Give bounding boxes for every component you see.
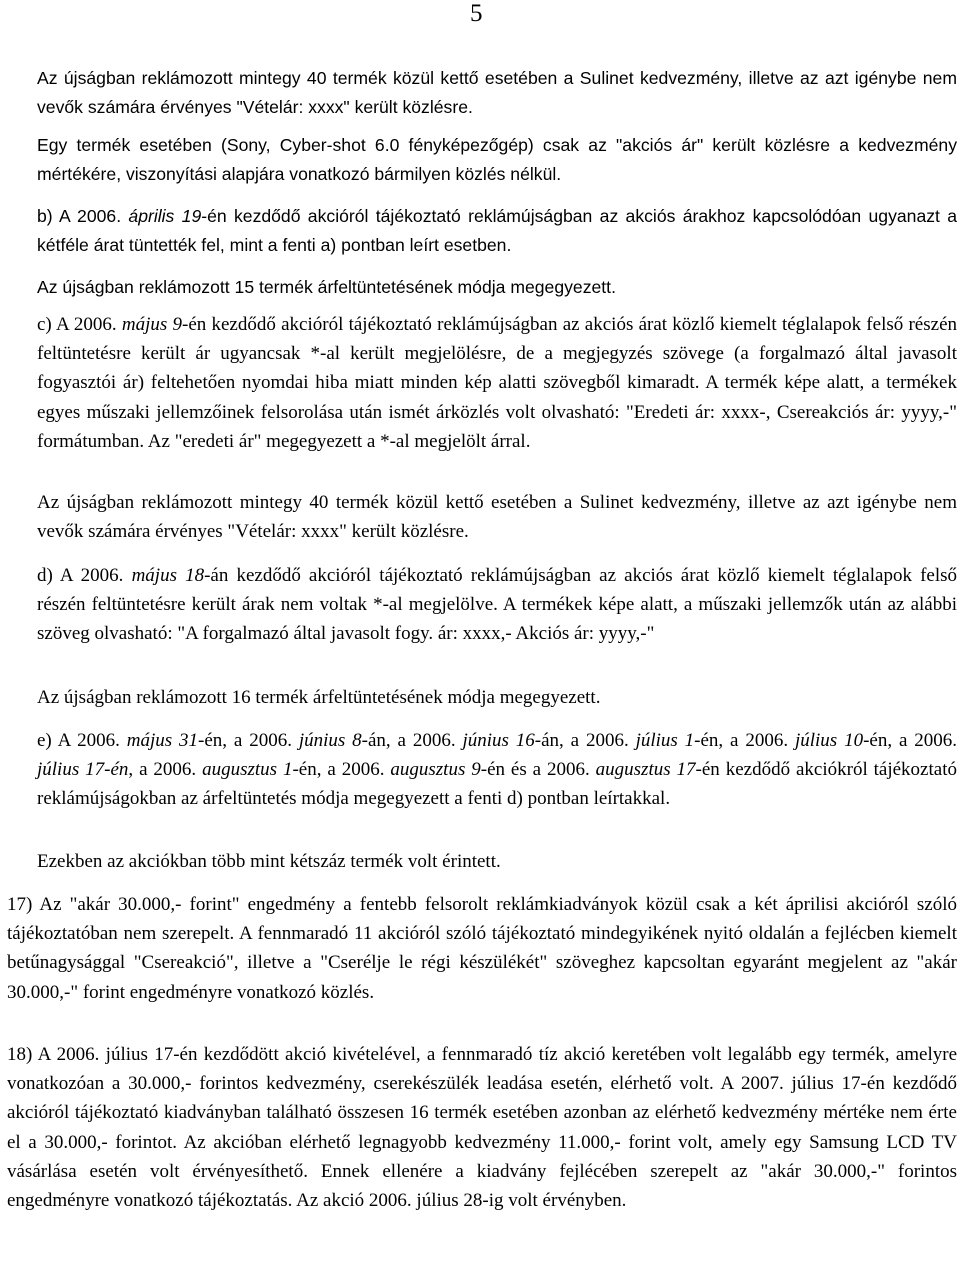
paragraph-b xyxy=(37,202,957,260)
date-d: május 18 xyxy=(131,565,205,586)
date-e-8: augusztus 9 xyxy=(390,759,481,781)
text-e-3: -án, a 2006. xyxy=(534,730,636,751)
date-c: május 9 xyxy=(121,314,182,335)
date-e-4: július 1 xyxy=(635,730,695,751)
paragraph-sony: Egy termék esetében (Sony, Cyber-shot 6.0 fényképezőgép) csak az "akciós ár" került közlésre a kedvezmény mértékére, viszonyítási alapjára vonatkozó bármilyen közlés nélkül. xyxy=(37,135,957,185)
paragraph-15-termek: Az újságban reklámozott 15 termék árfeltüntetésének módja megegyezett. xyxy=(37,277,616,297)
paragraph-ketszaz-termek: Ezekben az akciókban több mint kétszáz termék volt érintett. xyxy=(37,851,501,872)
text-b: -én kezdődő akcióról tájékoztató reklámújságban az akciós árakhoz kapcsolódóan ugyanazt a kétféle árat tüntették fel, mint a fenti a) pontban leírt esetben. xyxy=(37,206,958,256)
text-c: -én kezdődő akcióról tájékoztató reklámújságban az akciós árat közlő kiemelt téglalapok felső részén feltüntetésre került ár ugyancsak *-al került megjelölésre, de a megjegyzés szövege (a forgalmazó által javasolt fogyasztói ár) feltehetően nyomdai hiba miatt minden kép alatti szövegből kimaradt. A termék képe alatt, a termékek egyes műszaki jellemzőinek felsorolása után ismét árközlés volt olvasható: "Eredeti ár: xxxx-, Csereakciós ár: yyyy,-" formátumban. Az "eredeti ár" megegyezett a *-al megjelölt árral. xyxy=(37,314,957,452)
date-b: április 19 xyxy=(128,206,202,226)
paragraph-16-termek: Az újságban reklámozott 16 termék árfeltüntetésének módja megegyezett. xyxy=(37,687,601,708)
item-label-c: c) A 2006. xyxy=(37,314,117,335)
date-e-2: június 8 xyxy=(298,730,362,751)
text-e-1: -én, a 2006. xyxy=(198,730,299,751)
date-e-1: május 31 xyxy=(126,730,199,751)
paragraph-d xyxy=(37,561,957,649)
item-label-e: e) A 2006. xyxy=(37,730,120,751)
text-e-6: , a 2006. xyxy=(128,759,203,781)
item-label-b: b) A 2006. xyxy=(37,206,122,226)
paragraph-18: 18) A 2006. július 17-én kezdődött akció kivételével, a fennmaradó tíz akció keretében volt legalább egy termék, amelyre vonatkozóan a 30.000,- forintos kedvezmény, cserekészülék leadása esetén, elérhető volt. A 2007. július 17-én kezdődő akcióról tájékoztató kiadványban található összesen 16 termék esetében azonban az elérhető kedvezmény mértéke nem érte el a 30.000,- forintot. Az akcióban elérhető legnagyobb kedvezmény 11.000,- forint volt, amely egy Samsung LCD TV vásárlása esetén volt érvényesíthető. Ennek ellenére a kiadvány fejlécében szerepelt az "akár 30.000,-" forintos engedményre vonatkozó tájékoztatás. Az akció 2006. július 28-ig volt érvényben. xyxy=(7,1044,957,1212)
text-e-5: -én, a 2006. xyxy=(863,730,958,751)
date-e-3: június 16 xyxy=(462,730,535,751)
text-e-8: -én és a 2006. xyxy=(480,759,596,781)
paragraph-sulinet-2: Az újságban reklámozott mintegy 40 termék közül kettő esetében a Sulinet kedvezmény, illetve az azt igénybe nem vevők számára érvényes "Vételár: xxxx" került közlésre. xyxy=(37,492,957,543)
text-e-7: -én, a 2006. xyxy=(292,759,391,781)
text-d: -án kezdődő akcióról tájékoztató reklámújságban az akciós árat közlő kiemelt téglalapok felső részén feltüntetésre került árak nem voltak *-al megjelölve. A termékek képe alatt, a műszaki jellemzők után az alábbi szöveg olvasható: "A forgalmazó által javasolt fogy. ár: xxxx,- Akciós ár: yyyy,-" xyxy=(37,565,958,645)
paragraph-c xyxy=(37,310,957,456)
date-e-7: augusztus 1 xyxy=(202,759,293,781)
text-e-4: -én, a 2006. xyxy=(694,730,795,751)
item-label-d: d) A 2006. xyxy=(37,565,124,586)
text-e-2: -án, a 2006. xyxy=(361,730,463,751)
date-e-9: augusztus 17 xyxy=(595,759,696,781)
date-e-6: július 17-én xyxy=(37,759,129,781)
paragraph-e xyxy=(37,726,957,814)
date-e-5: július 10 xyxy=(794,730,864,751)
paragraph-sulinet-1: Az újságban reklámozott mintegy 40 termék közül kettő esetében a Sulinet kedvezmény, illetve az azt igénybe nem vevők számára érvényes "Vételár: xxxx" került közlésre. xyxy=(37,68,957,118)
text-e-9: -én kezdődő akciókról tájékoztató reklámújságokban az árfeltüntetés módja megegyezett a fenti d) pontban leírtakkal. xyxy=(37,759,957,810)
page-number: 5 xyxy=(470,0,483,27)
paragraph-17: 17) Az "akár 30.000,- forint" engedmény a fentebb felsorolt reklámkiadványok közül csak a két áprilisi akcióról szóló tájékoztatóban nem szerepelt. A fennmaradó 11 akcióról szóló tájékoztató mindegyikének nyitó oldalán a fejlécben kiemelt betűnagysággal "Csereakció", illetve a "Cserélje le régi készülékét" szöveghez kapcsoltan egyaránt megjelent az "akár 30.000,-" forint engedményre vonatkozó közlés. xyxy=(7,894,957,1003)
